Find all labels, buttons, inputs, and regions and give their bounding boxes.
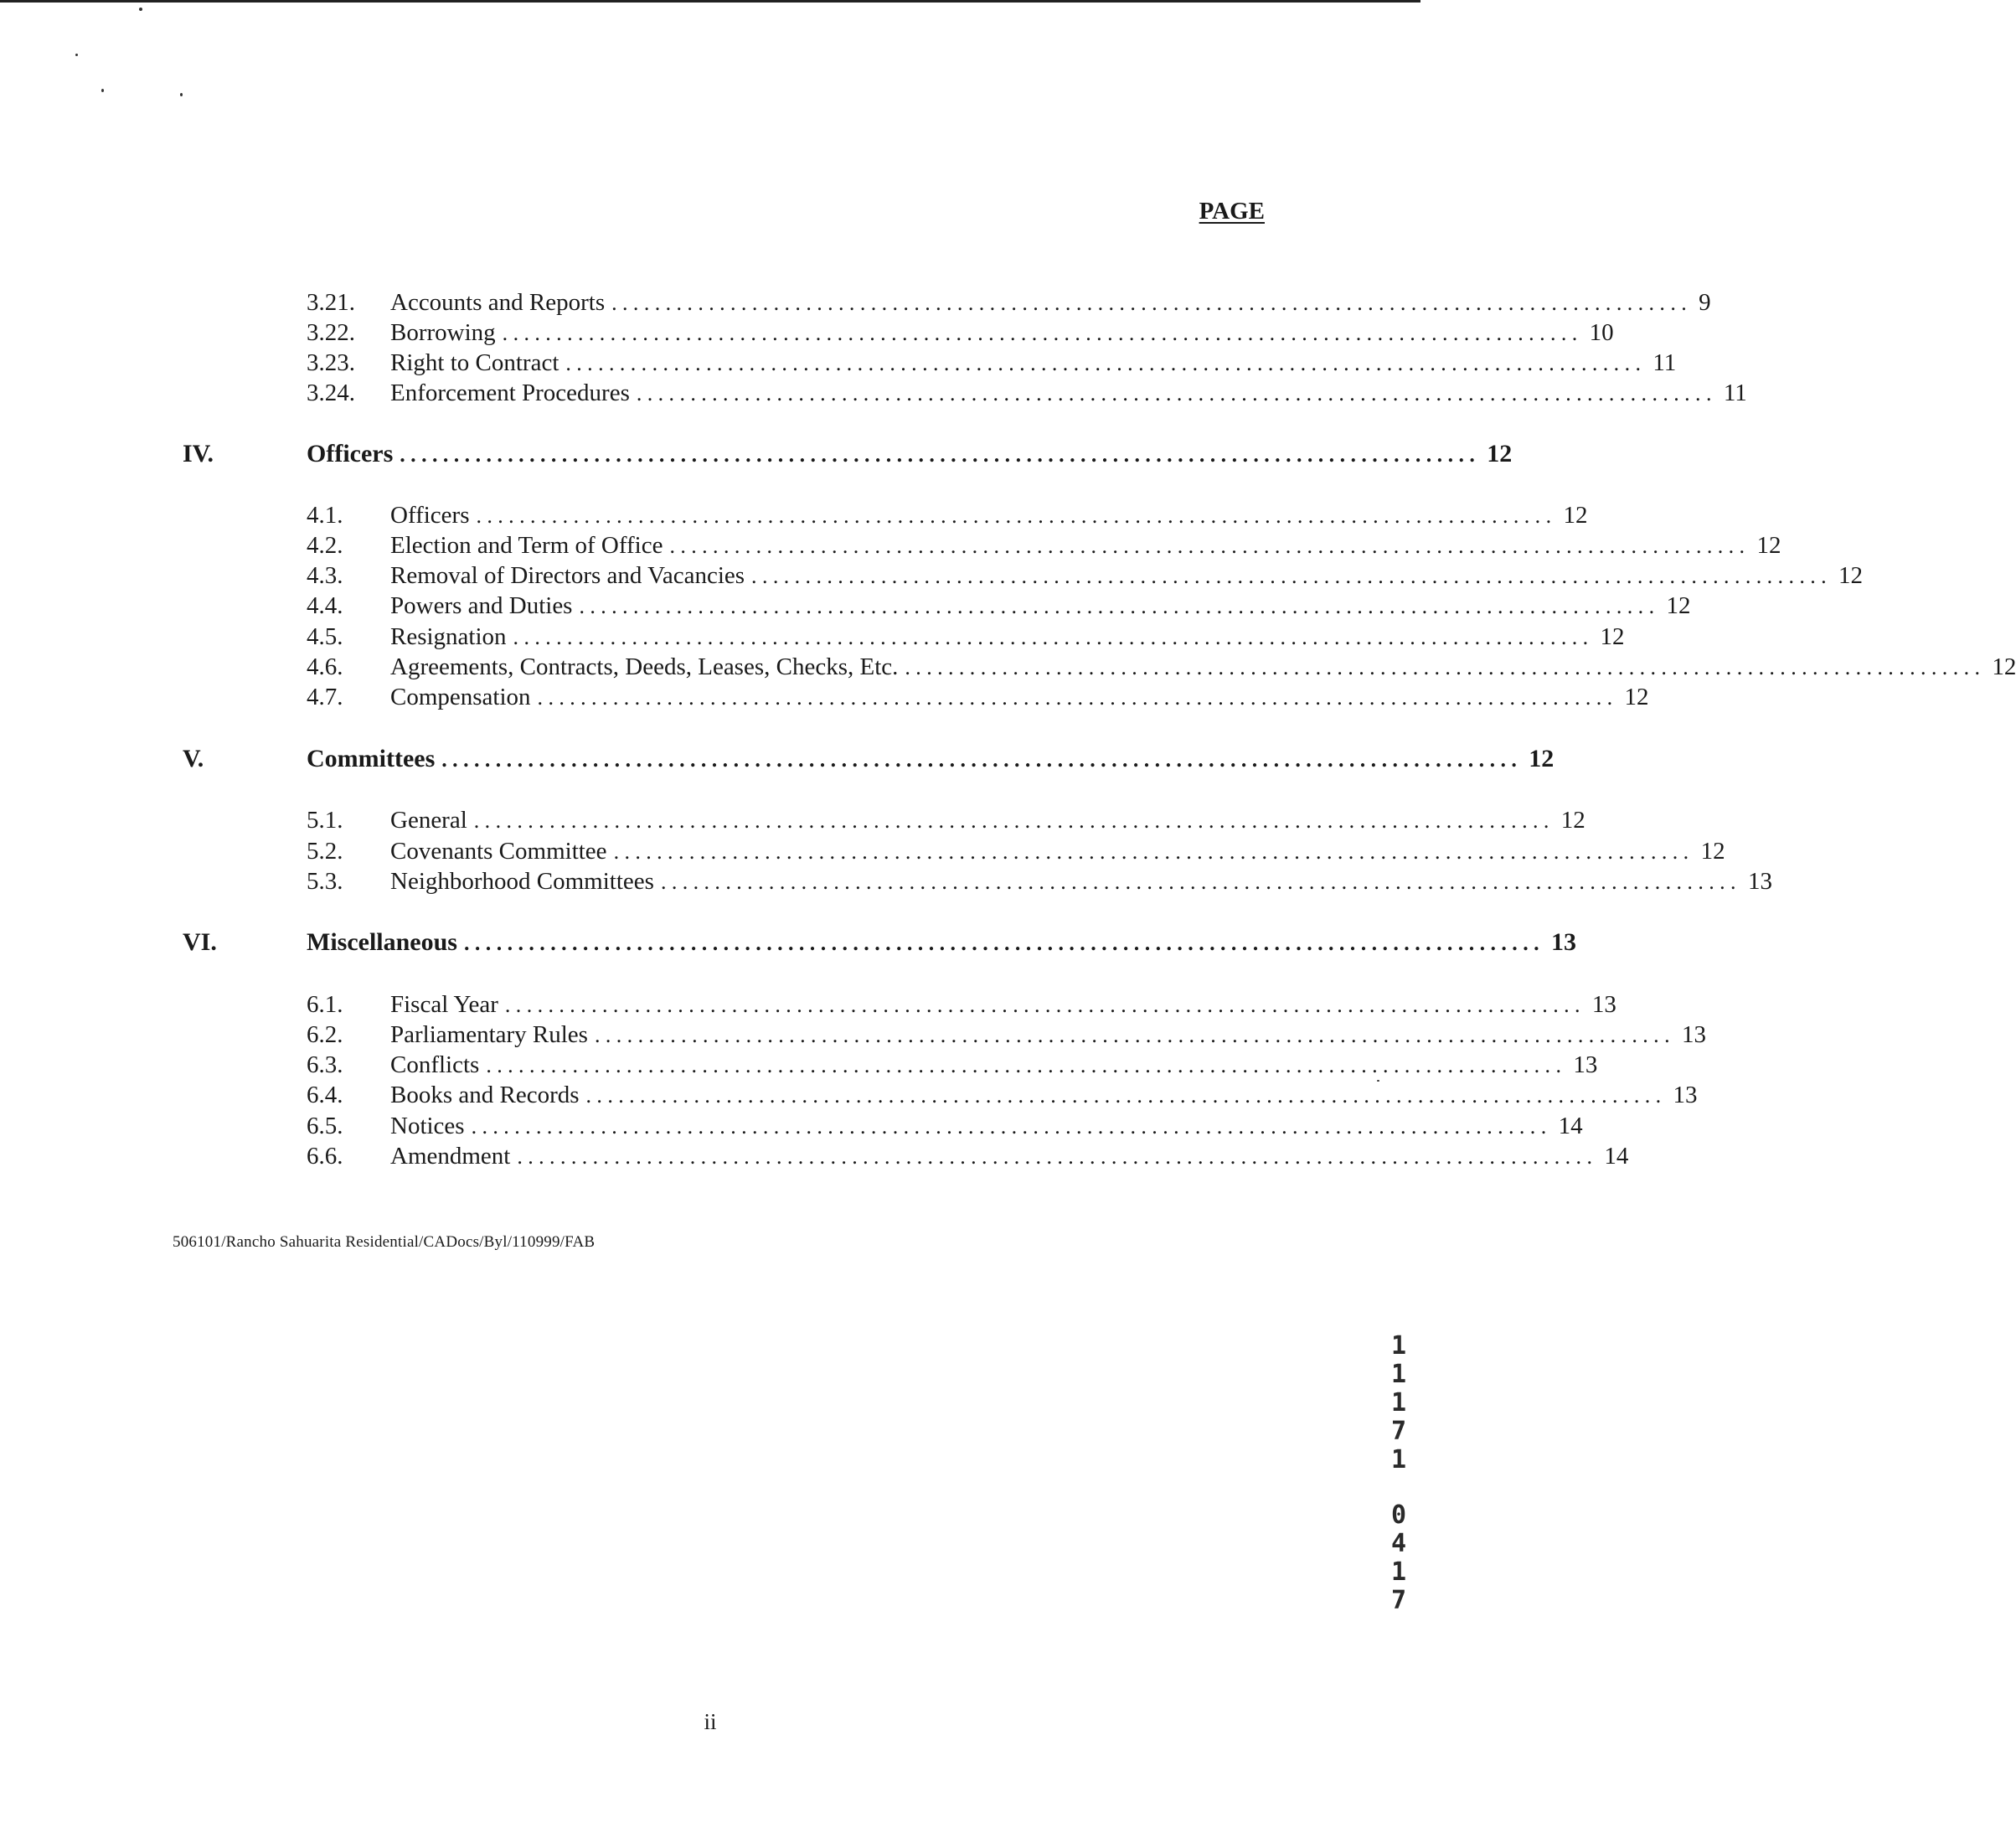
toc-entry-number: 3.21. bbox=[307, 289, 355, 316]
toc-entry-page: 11 bbox=[1653, 349, 1677, 376]
page-number: ii bbox=[704, 1709, 717, 1734]
toc-entry-page: 12 bbox=[1624, 684, 1649, 710]
toc-entry-number: 3.24. bbox=[307, 380, 355, 406]
toc-section-number: IV. bbox=[183, 440, 214, 467]
toc-entry-title: Conflicts bbox=[390, 1051, 480, 1078]
toc-entry[interactable] bbox=[390, 652, 2016, 683]
bates-stamp bbox=[1384, 1332, 1414, 1615]
toc-leader-dots: .................................................................................................... bbox=[613, 839, 1694, 864]
toc-entry-page: 13 bbox=[1673, 1082, 1698, 1108]
toc-entry-title: Covenants Committee bbox=[390, 838, 607, 865]
toc-leader-dots: .................................................................................................... bbox=[400, 442, 1481, 467]
toc-entry[interactable] bbox=[390, 1080, 1698, 1111]
toc-leader-dots: .................................................................................................... bbox=[565, 351, 1647, 375]
toc-entry-page: 13 bbox=[1747, 868, 1772, 895]
toc-entry-page: 12 bbox=[1560, 807, 1585, 834]
toc-entry-title: Agreements, Contracts, Deeds, Leases, Checks, Etc. bbox=[390, 653, 899, 680]
toc-entry-number: 4.7. bbox=[307, 684, 343, 710]
toc-entry[interactable] bbox=[390, 530, 1781, 561]
toc-leader-dots: .................................................................................................... bbox=[636, 381, 1717, 405]
toc-entry-number: 4.3. bbox=[307, 562, 343, 589]
toc-leader-dots: .................................................................................................... bbox=[660, 870, 1741, 894]
toc-entry-title: Officers bbox=[390, 502, 470, 529]
toc-entry[interactable] bbox=[390, 622, 1625, 653]
toc-section-title: Committees bbox=[307, 745, 436, 772]
toc-entry-number: 4.4. bbox=[307, 592, 343, 619]
toc-entry-title: General bbox=[390, 807, 467, 834]
toc-entry[interactable] bbox=[390, 378, 1747, 409]
toc-entry-page: 14 bbox=[1558, 1113, 1583, 1139]
toc-entry-number: 4.2. bbox=[307, 532, 343, 559]
toc-entry-page: 10 bbox=[1589, 319, 1614, 346]
toc-entry-number: 6.1. bbox=[307, 991, 343, 1018]
toc-entry-page: 13 bbox=[1591, 991, 1616, 1018]
toc-leader-dots: .................................................................................................... bbox=[585, 1083, 1667, 1108]
toc-entry-number: 5.1. bbox=[307, 807, 343, 834]
toc-entry-title: Borrowing bbox=[390, 319, 496, 346]
toc-entry-title: Fiscal Year bbox=[390, 991, 498, 1018]
toc-entry-page: 13 bbox=[1573, 1051, 1598, 1078]
toc-leader-dots: .................................................................................................... bbox=[504, 993, 1585, 1017]
toc-section-page: 13 bbox=[1551, 928, 1576, 956]
toc-entry[interactable] bbox=[390, 1050, 1598, 1081]
toc-entry[interactable] bbox=[390, 318, 1614, 349]
toc-leader-dots: .................................................................................................... bbox=[594, 1023, 1675, 1047]
toc-entry-title: Enforcement Procedures bbox=[390, 380, 630, 406]
toc-entry-number: 4.6. bbox=[307, 653, 343, 680]
bates-digit: 1 bbox=[1390, 1360, 1407, 1389]
toc-entry[interactable] bbox=[390, 560, 1864, 591]
toc-entry-title: Resignation bbox=[390, 623, 507, 650]
toc-entry-title: Election and Term of Office bbox=[390, 532, 663, 559]
bates-digit: 1 bbox=[1390, 1557, 1407, 1587]
toc-section-entry[interactable] bbox=[307, 439, 1513, 470]
toc-leader-dots: .................................................................................................... bbox=[441, 747, 1523, 772]
toc-leader-dots: .................................................................................................... bbox=[486, 1053, 1567, 1077]
toc-leader-dots: .................................................................................................... bbox=[611, 291, 1693, 315]
toc-entry-page: 12 bbox=[1700, 838, 1725, 865]
toc-entry-page: 13 bbox=[1681, 1021, 1706, 1048]
toc-entry-page: 9 bbox=[1699, 289, 1711, 316]
bates-digit: 0 bbox=[1390, 1500, 1407, 1530]
toc-section-page: 12 bbox=[1487, 440, 1513, 467]
toc-entry[interactable] bbox=[390, 836, 1725, 867]
toc-entry-number: 5.2. bbox=[307, 838, 343, 865]
toc-leader-dots: .................................................................................................... bbox=[473, 808, 1555, 833]
toc-entry-title: Neighborhood Committees bbox=[390, 868, 654, 895]
toc-entry-number: 6.3. bbox=[307, 1051, 343, 1078]
toc-entry-title: Amendment bbox=[390, 1143, 511, 1170]
toc-entry-title: Parliamentary Rules bbox=[390, 1021, 588, 1048]
bates-digit: 7 bbox=[1390, 1586, 1407, 1615]
toc-entry-number: 5.3. bbox=[307, 868, 343, 895]
toc-leader-dots: .................................................................................................... bbox=[537, 685, 1618, 710]
toc-leader-dots: .................................................................................................... bbox=[464, 931, 1544, 955]
toc-entry-page: 12 bbox=[1600, 623, 1625, 650]
toc-leader-dots: .................................................................................................... bbox=[751, 564, 1833, 588]
bates-digit: 4 bbox=[1390, 1529, 1407, 1558]
toc-leader-dots: .................................................................................................... bbox=[513, 625, 1594, 649]
toc-section-page: 12 bbox=[1529, 745, 1555, 772]
toc-entry[interactable] bbox=[390, 989, 1616, 1020]
toc-entry-number: 6.4. bbox=[307, 1082, 343, 1108]
toc-section-title: Miscellaneous bbox=[307, 928, 457, 956]
toc-entry-page: 14 bbox=[1604, 1143, 1629, 1170]
toc-entry-page: 12 bbox=[1992, 653, 2016, 680]
toc-entry-number: 3.23. bbox=[307, 349, 355, 376]
toc-leader-dots: .................................................................................................... bbox=[579, 594, 1660, 618]
toc-entry-title: Books and Records bbox=[390, 1082, 580, 1108]
toc-entry[interactable] bbox=[390, 1020, 1706, 1051]
toc-entry-title: Right to Contract bbox=[390, 349, 559, 376]
toc-entry[interactable] bbox=[390, 866, 1772, 897]
page-column-heading: PAGE bbox=[1199, 198, 1265, 225]
toc-entry-number: 6.6. bbox=[307, 1143, 343, 1170]
toc-entry[interactable] bbox=[390, 500, 1588, 531]
bates-digit: 1 bbox=[1390, 1331, 1407, 1361]
toc-entry[interactable] bbox=[390, 591, 1691, 622]
toc-leader-dots: .................................................................................................... bbox=[476, 504, 1557, 528]
toc-entry-number: 6.2. bbox=[307, 1021, 343, 1048]
toc-leader-dots: .................................................................................................... bbox=[502, 321, 1583, 345]
document-reference: 506101/Rancho Sahuarita Residential/CADocs/Byl/110999/FAB bbox=[173, 1233, 596, 1251]
toc-entry-title: Compensation bbox=[390, 684, 531, 710]
toc-entry-title: Removal of Directors and Vacancies bbox=[390, 562, 745, 589]
toc-entry[interactable] bbox=[390, 682, 1649, 713]
toc-entry-page: 12 bbox=[1838, 562, 1864, 589]
toc-leader-dots: .................................................................................................... bbox=[517, 1144, 1598, 1169]
toc-leader-dots: .................................................................................................... bbox=[669, 534, 1750, 558]
toc-entry-number: 4.5. bbox=[307, 623, 343, 650]
toc-section-entry[interactable] bbox=[307, 927, 1576, 958]
toc-leader-dots: .................................................................................................... bbox=[905, 655, 1986, 679]
toc-entry-title: Powers and Duties bbox=[390, 592, 573, 619]
toc-section-title: Officers bbox=[307, 440, 394, 467]
toc-entry[interactable] bbox=[390, 805, 1585, 836]
toc-entry-title: Accounts and Reports bbox=[390, 289, 606, 316]
toc-entry-page: 12 bbox=[1666, 592, 1691, 619]
toc-section-entry[interactable] bbox=[307, 744, 1555, 775]
toc-leader-dots: .................................................................................................... bbox=[471, 1114, 1552, 1139]
toc-section-number: VI. bbox=[183, 928, 217, 956]
toc-entry-number: 6.5. bbox=[307, 1113, 343, 1139]
bates-digit: 7 bbox=[1390, 1417, 1407, 1446]
toc-entry-number: 4.1. bbox=[307, 502, 343, 529]
bates-digit: 1 bbox=[1390, 1388, 1407, 1418]
toc-entry[interactable] bbox=[390, 1111, 1583, 1142]
toc-section-number: V. bbox=[183, 745, 204, 772]
toc-entry-page: 12 bbox=[1756, 532, 1781, 559]
toc-entry-page: 11 bbox=[1723, 380, 1747, 406]
toc-entry-title: Notices bbox=[390, 1113, 465, 1139]
toc-entry[interactable] bbox=[390, 1141, 1629, 1172]
toc-entry-number: 3.22. bbox=[307, 319, 355, 346]
bates-digit: 1 bbox=[1390, 1445, 1407, 1474]
toc-entry[interactable] bbox=[390, 348, 1677, 379]
toc-entry[interactable] bbox=[390, 287, 1711, 318]
toc-entry-page: 12 bbox=[1563, 502, 1588, 529]
